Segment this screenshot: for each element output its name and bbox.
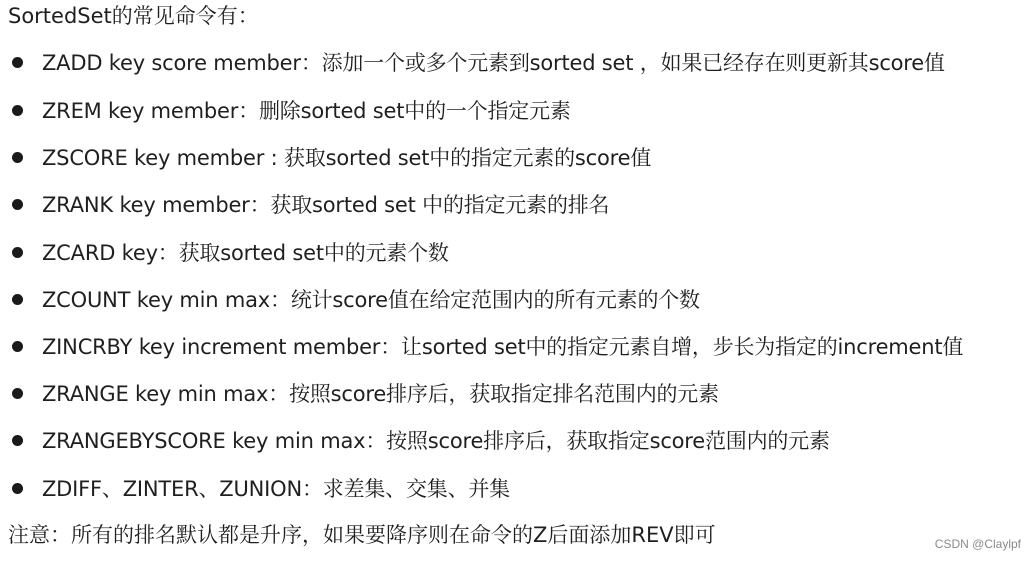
command-text: ZCOUNT key min max：统计score值在给定范围内的所有元素的个数 (42, 288, 700, 312)
bullet-icon (12, 57, 23, 68)
command-text: ZREM key member：删除sorted set中的一个指定元素 (42, 99, 571, 123)
bullet-icon (12, 388, 23, 399)
bullet-icon (12, 152, 23, 163)
watermark: CSDN @Claylpf (934, 537, 1021, 551)
list-item (12, 378, 719, 408)
list-item (12, 284, 700, 314)
bullet-icon (12, 483, 23, 494)
bullet-icon (12, 105, 23, 116)
command-text: ZRANGEBYSCORE key min max：按照score排序后，获取指定score范围内的元素 (42, 429, 830, 453)
bullet-icon (12, 247, 23, 258)
command-text: ZRANK key member：获取sorted set 中的指定元素的排名 (42, 193, 610, 217)
command-text: ZSCORE key member : 获取sorted set中的指定元素的score值 (42, 146, 652, 170)
command-text: ZADD key score member：添加一个或多个元素到sorted set ，如果已经存在则更新其score值 (42, 51, 945, 75)
bullet-icon (12, 435, 23, 446)
command-text: ZCARD key：获取sorted set中的元素个数 (42, 241, 449, 265)
page-heading: SortedSet的常见命令有： (8, 4, 259, 28)
command-text: ZINCRBY key increment member：让sorted set中的指定元素自增，步长为指定的increment值 (42, 335, 964, 359)
note-text: 注意：所有的排名默认都是升序，如果要降序则在命令的Z后面添加REV即可 (8, 523, 716, 547)
list-item (12, 142, 651, 172)
bullet-icon (12, 341, 23, 352)
command-text: ZDIFF、ZINTER、ZUNION：求差集、交集、并集 (42, 477, 510, 501)
list-item (12, 189, 609, 219)
list-item (12, 331, 963, 361)
command-text: ZRANGE key min max：按照score排序后，获取指定排名范围内的元素 (42, 382, 719, 406)
list-item (12, 47, 945, 77)
list-item (12, 237, 449, 267)
bullet-icon (12, 199, 23, 210)
list-item (12, 425, 830, 455)
bullet-icon (12, 294, 23, 305)
list-item (12, 95, 571, 125)
list-item (12, 473, 510, 503)
